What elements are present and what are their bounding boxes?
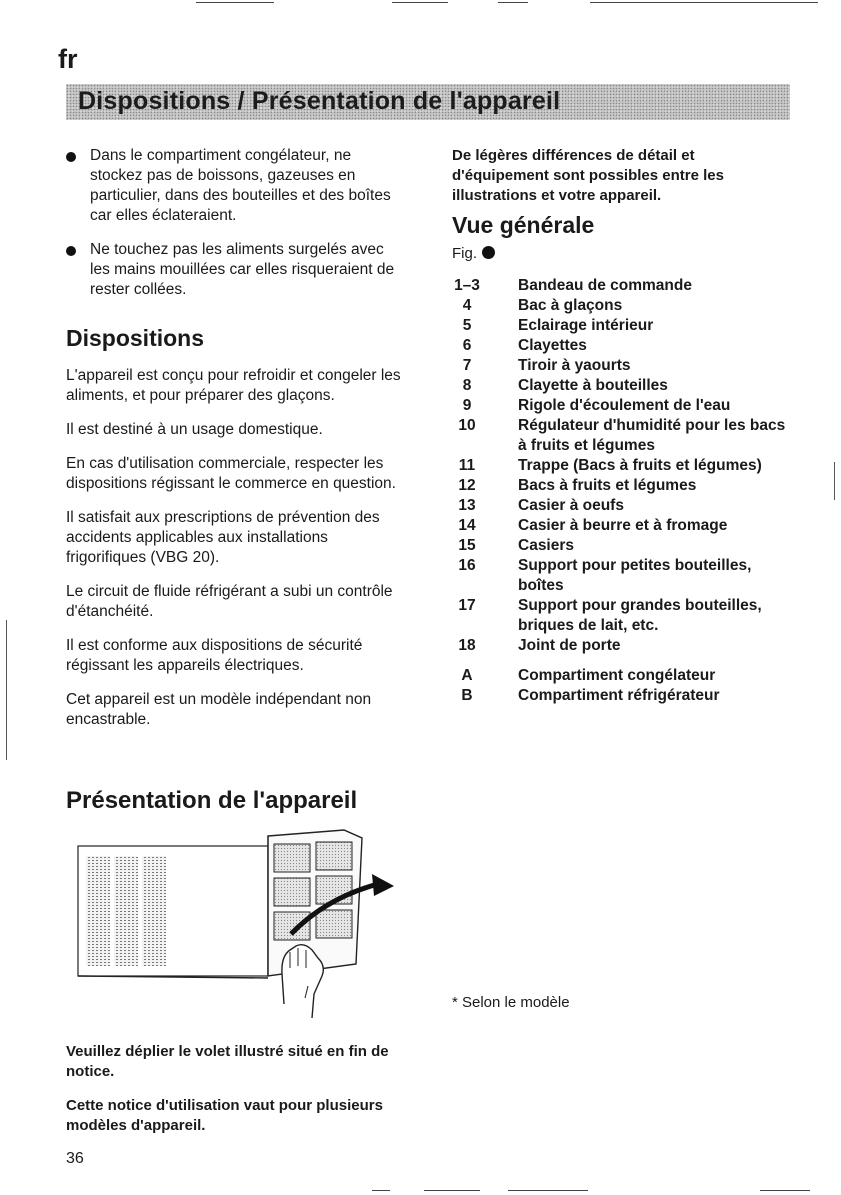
page-number: 36 [66,1150,84,1167]
list-item [446,376,796,396]
legend-number: 17 [458,597,476,614]
legend-number: B [461,687,473,704]
dispositions-heading: Dispositions [66,325,205,351]
legend-number: 4 [462,297,472,314]
legend-number: 8 [462,377,472,394]
legend-text: Support pour petites bouteilles, boîtes [518,557,752,594]
bullet-icon [66,246,76,256]
legend-text: Casier à oeufs [518,497,624,514]
paragraph: Le circuit de fluide réfrigérant a subi un contrôle d'étanchéité. [66,583,393,620]
bullet-text: Ne touchez pas les aliments surgelés avec les mains mouillées car elles risqueraient de rester collées. [90,241,395,298]
legend-number: 11 [458,457,476,474]
dispositions-body [66,366,406,744]
legend-number: 14 [458,517,476,534]
paragraph: Il est conforme aux dispositions de sécurité régissant les appareils électriques. [66,637,363,674]
paragraph: Veuillez déplier le volet illustré situé en fin de notice. [66,1043,389,1080]
intro-note: De légères différences de détail et d'équipement sont possibles entre les illustrations et votre appareil. [452,147,724,204]
crop-mark [392,2,448,3]
paragraph: L'appareil est conçu pour refroidir et congeler les aliments, et pour préparer des glaçons. [66,367,401,404]
figure-reference [452,245,495,262]
list-item [66,146,406,226]
legend-text: Compartiment congélateur [518,667,716,684]
list-item [446,316,796,336]
list-item [446,416,796,456]
crop-mark [196,2,274,3]
legend-text: Régulateur d'humidité pour les bacs à fruits et légumes [518,417,786,454]
language-label: fr [58,44,78,74]
legend-text: Casiers [518,537,575,554]
legend-text: Support pour grandes bouteilles, briques de lait, etc. [518,597,762,634]
legend-text: Casier à beurre et à fromage [518,517,728,534]
legend-text: Trappe (Bacs à fruits et légumes) [518,457,762,474]
legend-number: 1–3 [454,277,480,294]
legend-text: Clayettes [518,337,587,354]
list-item [446,336,796,356]
list-item [446,686,796,706]
crop-mark [424,1190,480,1191]
legend-number: 15 [458,537,476,554]
list-item [446,666,796,686]
list-item [446,536,796,556]
safety-bullet-list [66,146,406,314]
legend-text: Bac à glaçons [518,297,623,314]
legend-number: 16 [458,557,476,574]
list-item [66,240,406,300]
crop-mark [508,1190,588,1191]
legend-text: Joint de porte [518,637,621,654]
bullet-text: Dans le compartiment congélateur, ne stockez pas de boissons, gazeuses en particulier, dans des bouteilles et des boîtes car elles éclateraient. [90,147,391,224]
list-item [446,516,796,536]
legend-text: Tiroir à yaourts [518,357,631,374]
list-item [446,636,796,656]
legend-text: Compartiment réfrigérateur [518,687,720,704]
list-item [446,456,796,476]
legend-number: 13 [458,497,476,514]
crop-mark [498,2,528,3]
legend-text: Rigole d'écoulement de l'eau [518,397,731,414]
legend-number: 12 [458,477,476,494]
paragraph: En cas d'utilisation commerciale, respecter les dispositions régissant le commerce en question. [66,455,396,492]
legend-text: Bandeau de commande [518,277,692,294]
legend-text: Clayette à bouteilles [518,377,668,394]
foldout-notes [66,1042,406,1150]
legend-number: 18 [458,637,476,654]
legend-number: A [461,667,473,684]
paragraph: Il est destiné à un usage domestique. [66,421,323,438]
list-item [446,476,796,496]
crop-mark [590,2,818,3]
paragraph: Cette notice d'utilisation vaut pour plusieurs modèles d'appareil. [66,1097,383,1134]
legend-number: 9 [462,397,472,414]
legend-text: Bacs à fruits et légumes [518,477,697,494]
legend-number: 10 [458,417,476,434]
scan-edge-mark [834,462,835,500]
paragraph: Cet appareil est un modèle indépendant non encastrable. [66,691,372,728]
presentation-heading: Présentation de l'appareil [66,787,358,814]
figure-label: Fig. [452,245,478,262]
list-item [446,356,796,376]
legend-number: 7 [462,357,472,374]
list-item [446,296,796,316]
foldout-illustration [76,826,406,1031]
list-item [446,596,796,636]
banner-title: Dispositions / Présentation de l'appareil [78,87,561,115]
legend-text: Eclairage intérieur [518,317,654,334]
model-note: * Selon le modèle [452,994,570,1011]
vue-generale-heading: Vue générale [452,212,595,238]
scan-edge-mark [6,620,7,760]
figure-number-badge-icon [482,246,495,259]
crop-mark [760,1190,810,1191]
list-item [446,276,796,296]
crop-mark [372,1190,390,1191]
list-item [446,556,796,596]
paragraph: Il satisfait aux prescriptions de prévention des accidents applicables aux installations frigorifiques (VBG 20). [66,509,380,566]
legend-number: 6 [462,337,472,354]
bullet-icon [66,152,76,162]
list-item [446,396,796,416]
legend-number: 5 [462,317,472,334]
list-item [446,496,796,516]
legend-list [446,276,796,706]
